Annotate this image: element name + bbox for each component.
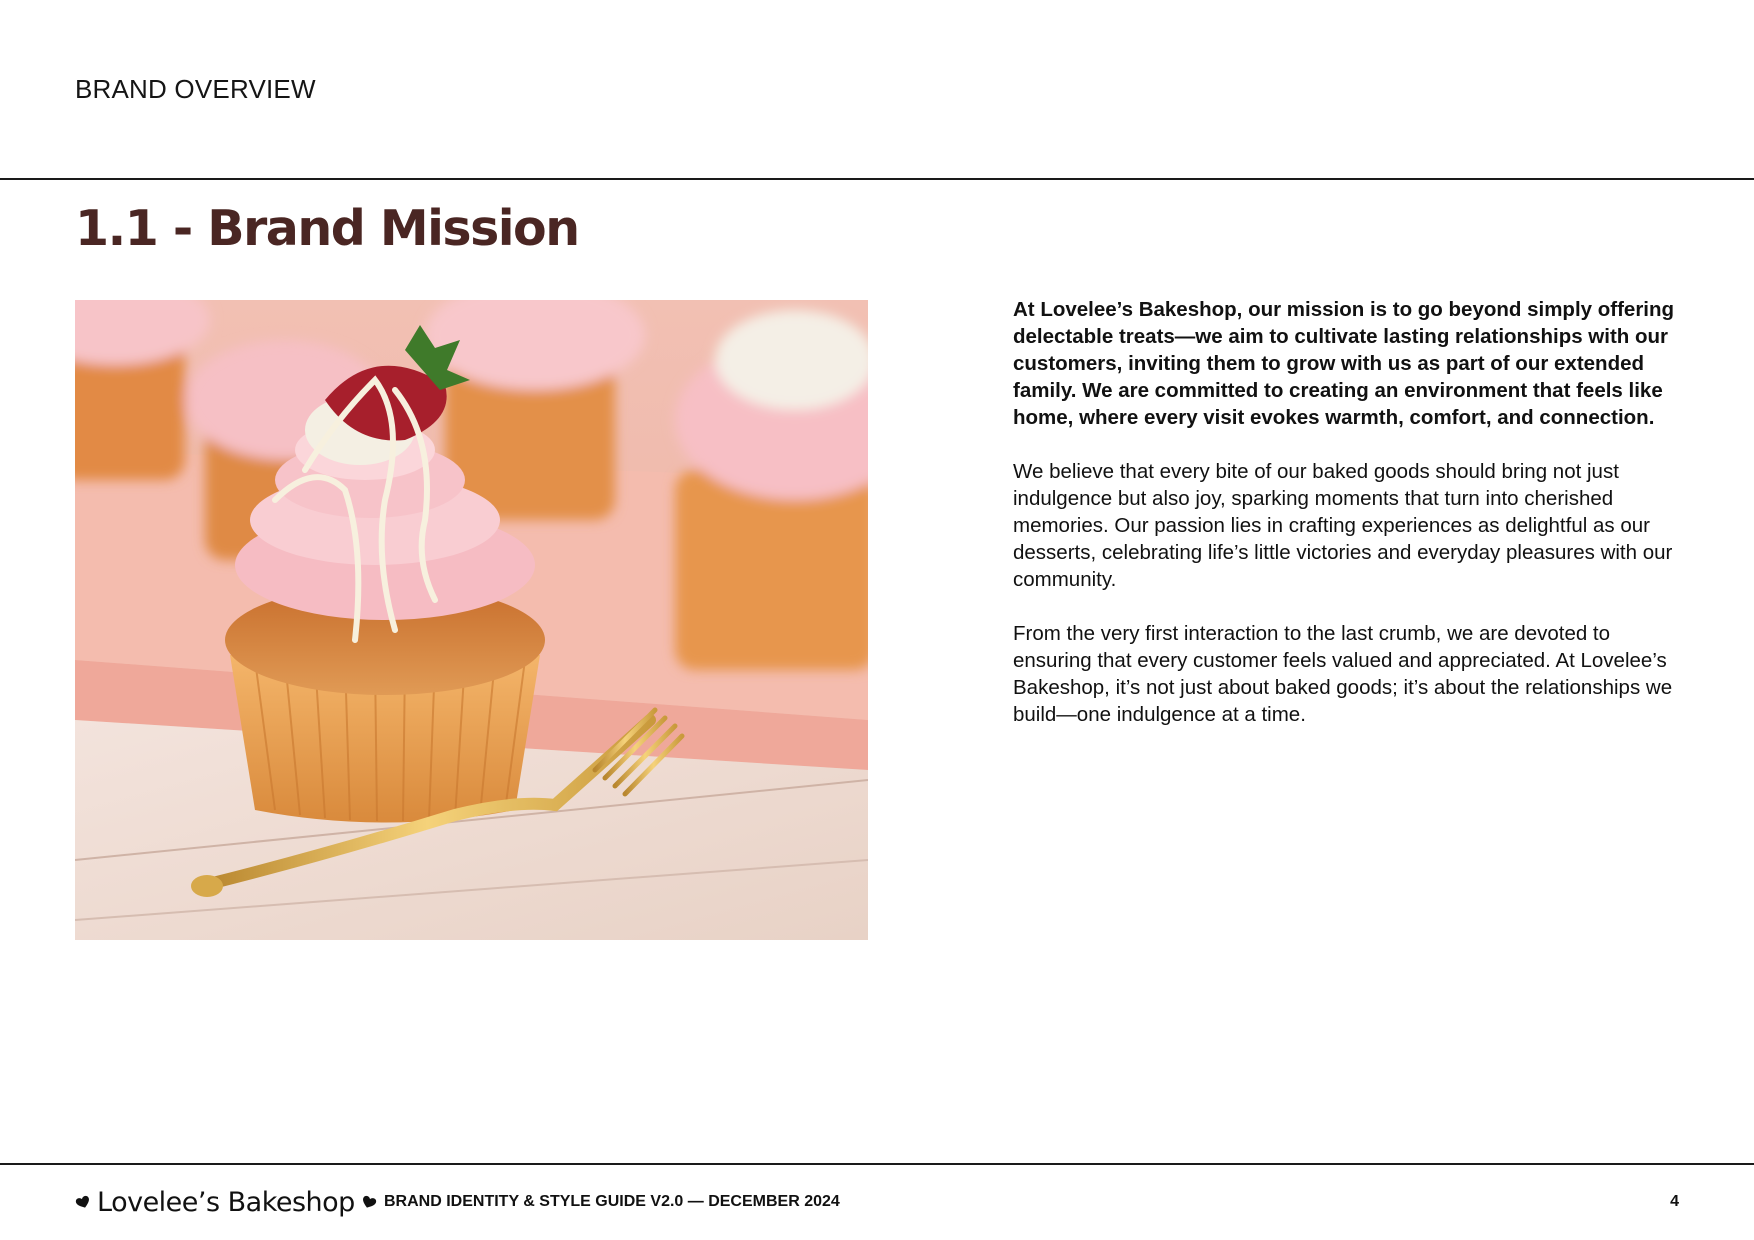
footer-logo-text: Lovelee’s Bakeshop [97,1186,355,1218]
mission-lead-paragraph: At Lovelee’s Bakeshop, our mission is to go beyond simply offering delectable treats—we aim to cultivate lasting relationships with our customers, inviting them to grow with us as part of our extended family. We are committed to creating an environment that feels like home, where every visit evokes warmth, comfort, and connection. [1013,298,1675,429]
footer-guide-title: BRAND IDENTITY & STYLE GUIDE V2.0 — DECEMBER 2024 [384,1193,840,1210]
heart-right-icon [361,1194,377,1210]
section-label: BRAND OVERVIEW [75,74,316,104]
cupcake-photo [75,300,868,940]
mission-paragraph-joy: We believe that every bite of our baked goods should bring not just indulgence but also joy, sparking moments that turn into cherished memories. Our passion lies in crafting experiences as delightful as our desserts, celebrating life’s little victories and everyday pleasures with our community. [1013,460,1673,591]
page-number: 4 [1670,1193,1679,1210]
heart-left-icon [75,1194,91,1210]
page-title: 1.1 - Brand Mission [75,200,579,257]
footer-divider [0,1163,1754,1165]
header-divider [0,178,1754,180]
mission-paragraph-relationships: From the very first interaction to the last crumb, we are devoted to ensuring that every customer feels valued and appreciated. At Lovelee’s Bakeshop, it’s not just about baked goods; it’s about the relationships we build—one indulgence at a time. [1013,622,1673,726]
mission-copy [1013,296,1693,755]
footer-logo [75,1184,377,1220]
